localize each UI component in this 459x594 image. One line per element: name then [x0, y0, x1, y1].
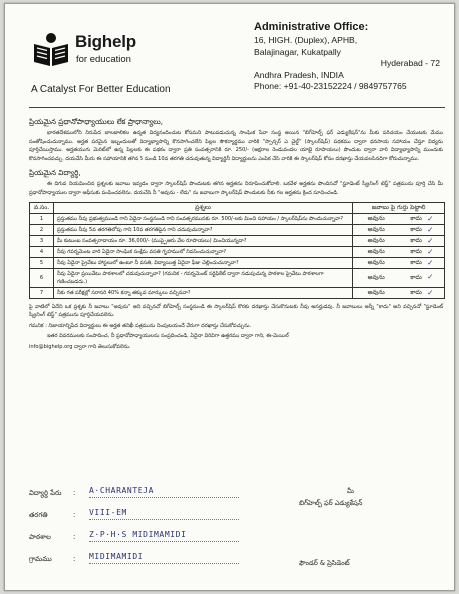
- brand-name: Bighelp: [75, 32, 136, 51]
- instruction-paragraph: పై వాటిలో ఏదేని ఒక ప్రశ్నకు నీ జవాబు "అవును" అని వచ్చినచో బిగ్‌హెల్ప్ సంస్థనుండి ఈ స్కాలర్‌షిప్ కొరకు దరఖాస్తు చేసుకొనుటకు నీవు అనర్హుడవు. నీ జవాబులు అన్నీ "కాదు" అని వచ్చినచో "స్టూడెంట్ స్క్రీనింగ్ టెస్ట్" పత్రమును పూర్తిచేయవలెను.: [29, 303, 443, 319]
- brand-subtitle: for education: [76, 54, 131, 65]
- student-name-label: విద్యార్థి పేరు: [29, 489, 62, 497]
- row-question: ప్రస్తుతము నీవు ప్రభుత్వముండి గాని ఏదైనా సంస్థనుండి గాని సంవత్సరమునకు రూ. 500/-లకు మించి సహాయం / స్కాలర్‌షిప్‌ను పొందుచున్నావా?: [53, 213, 352, 224]
- answer-cell[interactable]: [353, 224, 445, 235]
- no-option[interactable]: కాదు: [410, 288, 422, 296]
- table-row: [30, 246, 445, 257]
- eligibility-table: [29, 202, 445, 299]
- sign-off-yours: మీ: [347, 487, 354, 495]
- checkmark-icon: ✓: [427, 257, 434, 267]
- address-line-2: Balajinagar, Kukatpally: [254, 46, 341, 57]
- row-question: నీవు ఏదైనా ప్రైవేటు హాస్టలులో ఉంటూ నీ వసతి, విద్యాయిత్త ఏదైనా ఫీజు చెల్లించుచున్నావా?: [53, 257, 352, 268]
- row-question: మీ కుటుంబ సంవత్సరాదాయం రూ. 36,000/- (ముప్పైఆరు వేల రూపాయలు) మించియున్నదా?: [53, 235, 352, 246]
- col-questions: ప్రశ్నలు: [53, 202, 352, 213]
- no-option[interactable]: కాదు: [410, 214, 422, 222]
- email-line: info@bighelp.org ద్వారా గాని తెలుసుకోవలెను.: [29, 343, 131, 350]
- student-name-field[interactable]: A·CHARANTEJA: [89, 486, 239, 498]
- school-label: పాఠశాల: [29, 533, 51, 541]
- no-option[interactable]: కాదు: [410, 236, 422, 244]
- class-label: తరగతి: [29, 511, 48, 519]
- table-row: [30, 224, 445, 235]
- row-question: ప్రస్తుతము నీవు 5వ తరగతిలోపు గాని 10వ తరగతిపైన గాని చదువుచున్నావా?: [53, 224, 352, 235]
- office-address: [250, 20, 440, 93]
- row-number: 5: [30, 257, 54, 268]
- salutation-student: ప్రియమైన విద్యార్థి,: [29, 168, 81, 178]
- no-option[interactable]: కాదు: [410, 273, 422, 281]
- office-title: Administrative Office:: [254, 21, 369, 33]
- village-field[interactable]: MIDIMAMIDI: [89, 552, 239, 564]
- no-option[interactable]: కాదు: [410, 258, 422, 266]
- table-row: [30, 213, 445, 224]
- checkmark-icon: ✓: [427, 213, 434, 223]
- letter-body: [29, 116, 443, 352]
- checkmark-icon: ✓: [427, 271, 434, 281]
- row-question: నీకు గత పరీక్షల్లో సరాసరి 40% కన్నా తక్కువ మార్కులు వచ్చినవా?: [53, 287, 352, 298]
- office-phone: Phone: +91-40-23152224 / 9849757765: [254, 81, 407, 91]
- sign-off-org: బిగ్‌హెల్ప్ ఫర్ ఎడ్యుకేషన్: [299, 499, 363, 507]
- col-answer: జవాబు పై గుర్తు పెట్టాలి: [353, 202, 445, 213]
- yes-option[interactable]: అవును: [367, 214, 385, 222]
- address-line-3: Hyderabad - 72: [380, 58, 440, 68]
- row-number: 7: [30, 287, 54, 298]
- student-paragraph: ఈ దిగువ నియమించిన ప్రశ్నలకు జవాబు ఇవ్వడం ద్వారా స్కాలర్‌షిప్ పొందుటకు తగిన అర్హతను నిరూపించుకోవాలి. ఒకవేళ అర్హతను పొందినచో "స్టూడెంట్ స్క్రీనింగ్ టెస్ట్" పత్రమును పూర్తి చేసి మీ ప్రధానోపాధ్యాయుల ద్వారా ఆఫీసుకు పంపించవలెను. దయచేసి నీ "అవును - లేదు" ను జవాబుగా స్కాలర్‌షిప్ పొందుటకు నీకు గల అర్హతను క్రింద సూచించండి.: [29, 181, 443, 196]
- answer-cell[interactable]: [353, 246, 445, 257]
- answer-cell[interactable]: [353, 257, 445, 268]
- table-row: [30, 268, 445, 287]
- address-line-4: Andhra Pradesh, INDIA: [254, 69, 344, 80]
- village-label: గ్రామము: [29, 555, 52, 563]
- letterhead: [5, 4, 456, 116]
- row-number: 6: [30, 268, 54, 287]
- intro-paragraph: భారతదేశములోని నిరుపేద బాలబాలికల ఉన్నత విద్యనందించుట కోసమని పాటుపడుచున్న సాంఘిక సేవా సంస్థ అయిన "బిగ్‌హెల్ప్ ఫర్ ఎడ్యుకేషన్"ను మీకు పరిచయం చేయుటకు మేము సంతోషించుచున్నాము. అర్హత పరమైన ఇబ్బందులతో విద్యాభ్యాసాన్ని కొనసాగించలేని పిల్లల సౌకర్యార్థము వారికి "స్పాన్సర్ ఎ చైల్డ్" (స్కాలర్‌షిప్) పథకము ద్వారా ధనసాయ సహాయం చేస్తూ విద్యను పూర్తిచేయిస్తాము. అర్హతయుగు మెరిట్‌లో ఉన్న పిల్లలకు ఈ పథకం ద్వారా ప్రతి సంవత్సరానికి రూ. 250/- (అక్షరాల రెండువందల యాభై రూపాయలు) పొందుట ద్వారా వారి విద్యాభ్యాసాన్ని ముందుకు కొనసాగించవచ్చు. దయచేసి మీరు ఈ సహాయానికి తగిన 5 నుండి 10వ తరగతి చదువుతున్న విద్యార్థినీ విద్యార్థులను ఎంపిక చేసి వారికి ఈ స్కాలర్‌షిప్ కోసం దరఖాస్తు చేయవలసినదిగా కోరుచున్నాము.: [29, 130, 443, 162]
- header-divider: [29, 107, 445, 108]
- more-info-paragraph: ఇతర వివరములకు సంపాదించ, నీ ప్రధానోపాధ్యాయులను సంప్రదించండి, ఏదైనా విరివిగా ఉత్తరము ద్వారా గాని, ఈ-మెయిల్: [47, 333, 289, 340]
- table-row: [30, 257, 445, 268]
- table-row: [30, 287, 445, 298]
- address-line-1: 16, HIGH. (Duplex), APHB,: [254, 35, 358, 45]
- answer-cell[interactable]: [353, 268, 445, 287]
- no-option[interactable]: కాదు: [410, 225, 422, 233]
- tagline: A Catalyst For Better Education: [31, 84, 171, 95]
- checkmark-icon: ✓: [427, 246, 434, 256]
- no-option[interactable]: కాదు: [410, 247, 422, 255]
- checkmark-icon: ✓: [427, 235, 434, 245]
- yes-option[interactable]: అవును: [367, 225, 385, 233]
- answer-cell[interactable]: [353, 235, 445, 246]
- checkmark-icon: ✓: [427, 224, 434, 234]
- sign-off-title: ఫౌండర్ & ప్రెసిడెంట్: [299, 559, 350, 567]
- salutation-headmaster: ప్రియమైన ప్రధానోపాధ్యాయులు లేక ప్రాధాన్యాలు,: [29, 117, 163, 126]
- row-question: నీవు ఏదైనా ప్రయివేటు పాఠశాలలో చదువుచున్నావా? (గమనిక - గవర్నమెంట్ సర్టిఫికేట్ ద్వారా నడుపుచున్న పాఠశాల ప్రైవేటు పాఠశాలగా గణించబడదు.): [53, 268, 352, 287]
- row-number: 1: [30, 213, 54, 224]
- answer-cell[interactable]: [353, 287, 445, 298]
- logo-icon: [31, 30, 71, 70]
- school-field[interactable]: Z·P·H·S MIDIMAMIDI: [89, 530, 239, 542]
- col-number: వ.సం.: [30, 202, 54, 213]
- note-paragraph: గమనిక : నిజాయాన్నిపేద విద్యార్థులు ఈ అర్హత తనిఖీ పత్రమును నింపుటయందే వేరుగా దరఖాస్తు చేసుకోవచ్చును.: [29, 322, 252, 329]
- letter-page: Bighelp for education A Catalyst For Better Education Administrative Office: 16, HIGH. (Duplex), APHB, Balajinagar, Kukatpally Hyderabad - 72 Andhra Pradesh, INDIA Phone: +91-40-23152224 / 9849757765 ప్రియమైన ప్రధానోపాధ్యాయులు లేక ప్రాధాన్యాలు, భారతదేశములోని నిరుపేద బాలబాలికల ఉన్నత విద్యనందించుట కోసమని పాటుపడుచున్న సాంఘిక సేవా సంస్థ అయిన "బిగ్‌హెల్ప్ ఫర్ ఎడ్యుకేషన్"ను మీకు పరిచయం చేయుటకు మేము సంతోషించుచున్నాము. అర్హత పరమైన ఇబ్బందులతో విద్యాభ్యాసాన్ని కొనసాగించలేని పిల్లల సౌకర్యార్థము వారికి "స్పాన్సర్ ఎ చైల్డ్" (స్కాలర్‌షిప్) పథకము ద్వారా ధనసాయ సహాయం చేస్తూ విద్యను పూర్తిచేయిస్తాము. అర్హతయుగు మెరిట్‌లో ఉన్న పిల్లలకు ఈ పథకం ద్వారా ప్రతి సంవత్సరానికి రూ. 250/- (అక్షరాల రెండువందల యాభై రూపాయలు) పొందుట ద్వారా వారి విద్యాభ్యాసాన్ని ముందుకు కొనసాగించవచ్చు. దయచేసి మీరు ఈ సహాయానికి తగిన 5 నుండి 10వ తరగతి చదువుతున్న విద్యార్థినీ విద్యార్థులను ఎంపిక చేసి వారికి ఈ స్కాలర్‌షిప్ కోసం దరఖాస్తు చేయవలసినదిగా కోరుచున్నాము. ప్రియమైన విద్యార్థి, ఈ దిగువ నియమించిన ప్రశ్నలకు జవాబు ఇవ్వడం ద్వారా స్కాలర్‌షిప్ పొందుటకు తగిన అర్హతను నిరూపించుకోవాలి. ఒకవేళ అర్హతను పొందినచో "స్టూడెంట్ స్క్రీనింగ్ టెస్ట్" పత్రమును పూర్తి చేసి మీ ప్రధానోపాధ్యాయుల ద్వారా ఆఫీసుకు పంపించవలెను. దయచేసి నీ "అవును - లేదు" ను జవాబుగా స్కాలర్‌షిప్ పొందుటకు నీకు గల అర్హతను క్రింద సూచించండి. వ.సం. ప్రశ్నలు జవాబు పై గుర్తు పెట్టాలి 1 ప్రస్తుతము నీవు ప్రభుత్వముండి గాని ఏదైనా సంస్థనుండి గాని సంవత్సరమునకు రూ. 500/-లకు మించి సహాయం / స్కాలర్‌షిప్‌ను పొందుచున్నావా? అవును కాదు ✓ 2 ప్రస్తుతము నీవు 5వ తరగతిలోపు గాని 10వ తరగతిపైన గాని చదువుచున్నావా? అవును కాదు ✓ 3 మీ కుటుంబ సంవత్సరాదాయం రూ. 36,000/- (ముప్పైఆరు వేల రూపాయలు) మించియున్నదా? అవును కాదు ✓ 4 నీవు గవర్నమెంట వారి ఏదైనా సాంఘిక సంక్షేమ వసతి గృహములో నివసించుచున్నావా? అవును కాదు ✓ 5 నీవు ఏదైనా ప్రైవేటు హాస్టలులో ఉంటూ నీ వసతి, విద్యాయిత్త ఏదైనా ఫీజు చెల్లించుచున్నావా? అవును కాదు ✓ 6 నీవు ఏదైనా ప్రయివేటు పాఠశాలలో చదువుచున్నావా? (గమనిక - గవర్నమెంట్ సర్టిఫికేట్ ద్వారా నడుపుచున్న పాఠశాల ప్రైవేటు పాఠశాలగా గణించబడదు.) అవును కాదు ✓ 7 నీకు గత పరీక్షల్లో సరాసరి 40% కన్నా తక్కువ మార్కులు వచ్చినవా? అవును కాదు ✓ పై వాటిలో ఏదేని ఒక ప్రశ్నకు నీ జవాబు "అవును" అని వచ్చినచో బిగ్‌హెల్ప్ సంస్థనుండి ఈ స్కాలర్‌షిప్ కొరకు దరఖాస్తు చేసుకొనుటకు నీవు అనర్హుడవు. నీ జవాబులు అన్నీ "కాదు" అని వచ్చినచో "స్టూడెంట్ స్క్రీనింగ్ టెస్ట్" పత్రమును పూర్తిచేయవలెను. గమనిక : నిజాయాన్నిపేద విద్యార్థులు ఈ అర్హత తనిఖీ పత్రమును నింపుటయందే వేరుగా దరఖాస్తు చేసుకోవచ్చును. ఇతర వివరములకు సంపాదించ, నీ ప్రధానోపాధ్యాయులను సంప్రదించండి, ఏదైనా విరివిగా ఉత్తరము ద్వారా గాని, ఈ-మెయిల్ info@bighelp.org ద్వారా గాని తెలుసుకోవలెను. విద్యార్థి పేరు : A·CHARANTEJA తరగతి : VIII-EM పాఠశాల : Z·P·H·S MIDIMAMIDI గ్రామము : MIDIMAMIDI మీ బిగ్‌హెల్ప్ ఫర్ ఎడ్యుకేషన్ ఫౌండర్ & ప్రెసిడెంట్: [4, 3, 455, 591]
- row-number: 3: [30, 235, 54, 246]
- checkmark-icon: ✓: [427, 287, 434, 297]
- row-number: 4: [30, 246, 54, 257]
- yes-option[interactable]: అవును: [367, 288, 385, 296]
- yes-option[interactable]: అవును: [367, 258, 385, 266]
- bighelp-logo: [31, 30, 201, 72]
- yes-option[interactable]: అవును: [367, 236, 385, 244]
- row-question: నీవు గవర్నమెంట వారి ఏదైనా సాంఘిక సంక్షేమ వసతి గృహములో నివసించుచున్నావా?: [53, 246, 352, 257]
- table-row: [30, 235, 445, 246]
- yes-option[interactable]: అవును: [367, 273, 385, 281]
- yes-option[interactable]: అవును: [367, 247, 385, 255]
- class-field[interactable]: VIII-EM: [89, 508, 239, 520]
- row-number: 2: [30, 224, 54, 235]
- answer-cell[interactable]: [353, 213, 445, 224]
